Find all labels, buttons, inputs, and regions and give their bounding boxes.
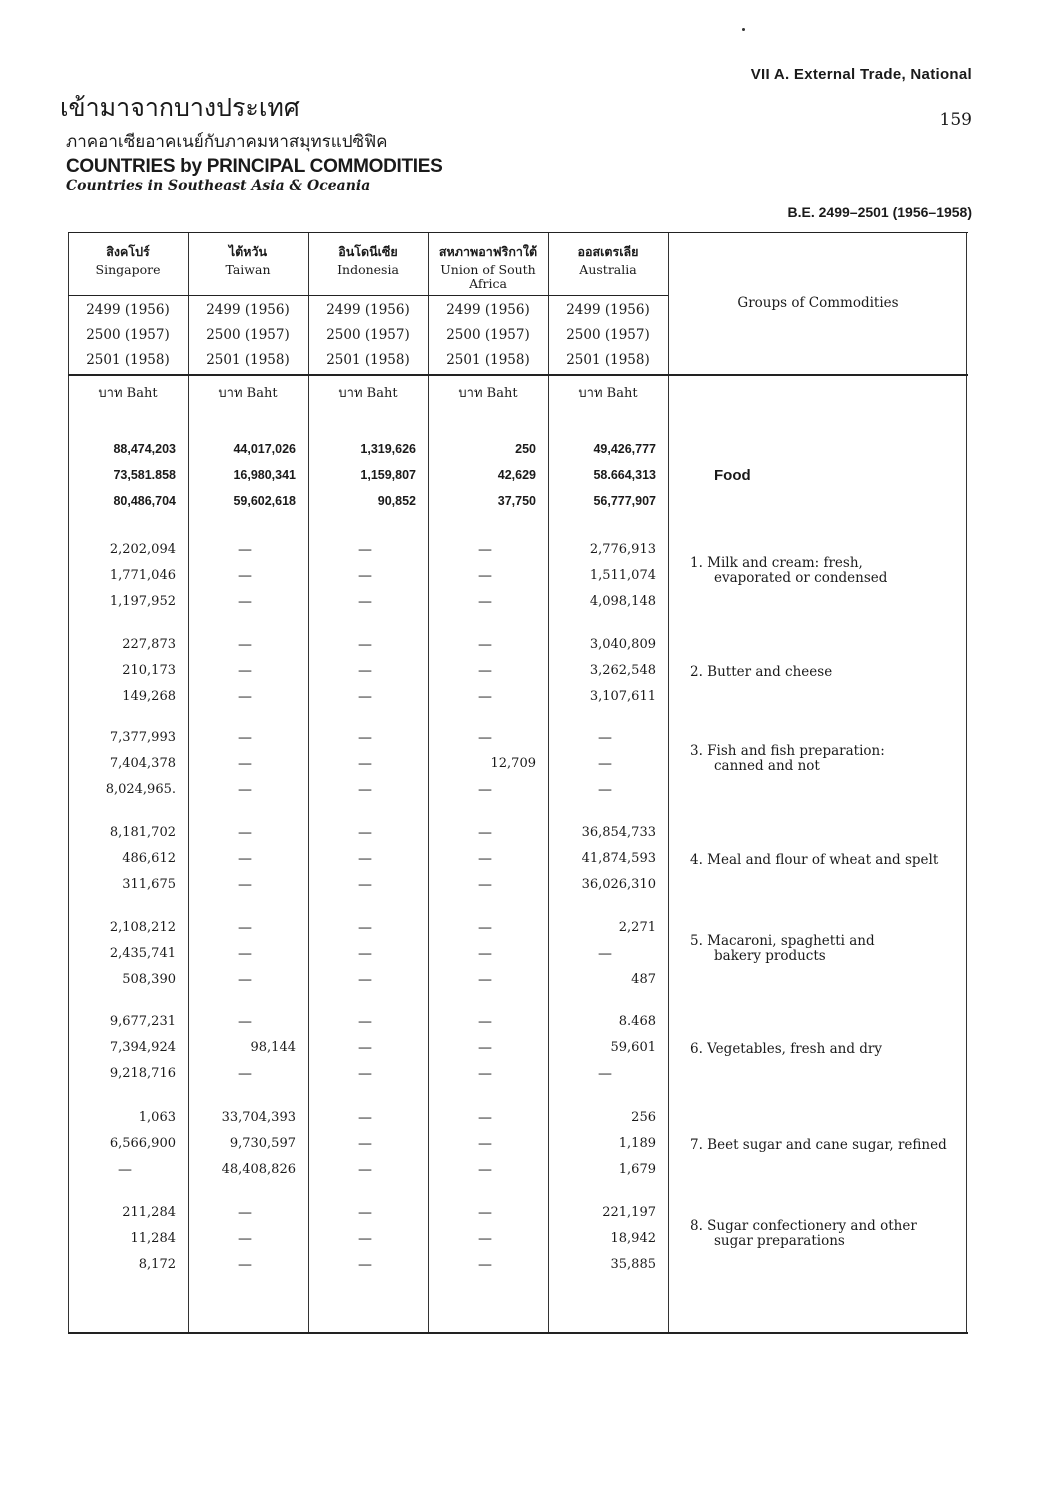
empty-dash: — [238, 756, 252, 772]
empty-dash: — [238, 825, 252, 841]
value-cell: 9,218,716 [109, 1066, 176, 1081]
title-thai: เข้ามาจากบางประเทศ [60, 93, 300, 122]
value-cell: 211,284 [122, 1205, 176, 1220]
country-name-english-line2: Africa [469, 276, 507, 291]
value-cell: 1,771,046 [109, 568, 176, 583]
value-cell: 58.664,313 [593, 468, 656, 482]
empty-dash: — [478, 1136, 492, 1152]
country-name-thai: สิงคโปร์ [106, 244, 150, 259]
year-label: 2500 (1957) [446, 327, 530, 343]
value-cell: 41,874,593 [581, 851, 656, 866]
value-cell: 3,107,611 [589, 689, 656, 704]
value-cell: 1,679 [618, 1162, 656, 1177]
page-number: 159 [939, 110, 972, 130]
commodity-label: 1. Milk and cream: fresh, [690, 555, 863, 571]
year-label: 2501 (1958) [86, 352, 170, 368]
empty-dash: — [598, 946, 612, 962]
empty-dash: — [478, 1066, 492, 1082]
empty-dash: — [478, 877, 492, 893]
empty-dash: — [358, 663, 372, 679]
empty-dash: — [358, 637, 372, 653]
commodity-label-line2: bakery products [714, 948, 826, 964]
empty-dash: — [478, 1257, 492, 1273]
empty-dash: — [358, 1110, 372, 1126]
value-cell: 59,601 [610, 1040, 656, 1055]
value-cell: 2,435,741 [109, 946, 176, 961]
empty-dash: — [358, 756, 372, 772]
empty-dash: — [238, 1205, 252, 1221]
country-name-thai: ออสเตรเลีย [577, 244, 639, 259]
column-rule [548, 232, 549, 1332]
country-name-thai: อินโดนีเซีย [338, 244, 398, 259]
commodity-label: 7. Beet sugar and cane sugar, refined [690, 1137, 947, 1153]
value-cell: 4,098,148 [589, 594, 656, 609]
empty-dash: — [238, 542, 252, 558]
year-label: 2500 (1957) [326, 327, 410, 343]
empty-dash: — [478, 542, 492, 558]
empty-dash: — [478, 972, 492, 988]
empty-dash: — [358, 1257, 372, 1273]
empty-dash: — [478, 1110, 492, 1126]
empty-dash: — [358, 825, 372, 841]
year-label: 2499 (1956) [566, 302, 650, 318]
country-name-english: Taiwan [225, 262, 271, 277]
value-cell: 1,159,807 [360, 468, 416, 482]
empty-dash: — [238, 972, 252, 988]
empty-dash: — [358, 594, 372, 610]
year-label: 2501 (1958) [326, 352, 410, 368]
value-cell: 508,390 [122, 972, 176, 987]
value-cell: 227,873 [122, 637, 176, 652]
value-cell: 3,262,548 [589, 663, 656, 678]
column-rule [68, 232, 69, 1332]
value-cell: 36,854,733 [581, 825, 656, 840]
empty-dash: — [478, 594, 492, 610]
table-bottom-rule [68, 1332, 968, 1334]
empty-dash: — [478, 568, 492, 584]
year-label: 2499 (1956) [86, 302, 170, 318]
empty-dash: — [238, 877, 252, 893]
empty-dash: — [238, 851, 252, 867]
subtitle-english: Countries in Southeast Asia & Oceania [66, 178, 371, 194]
empty-dash: — [358, 1040, 372, 1056]
country-name-thai: ไต้หวัน [228, 244, 268, 259]
year-label: 2501 (1958) [566, 352, 650, 368]
value-cell: 250 [515, 442, 536, 456]
value-cell: 1,197,952 [109, 594, 176, 609]
header-year-rule [68, 295, 668, 296]
unit-label: บาท Baht [218, 386, 278, 401]
value-cell: 35,885 [610, 1257, 656, 1272]
value-cell: 8,181,702 [109, 825, 176, 840]
commodity-label: 2. Butter and cheese [690, 664, 833, 680]
empty-dash: — [598, 730, 612, 746]
empty-dash: — [478, 851, 492, 867]
empty-dash: — [358, 730, 372, 746]
empty-dash: — [118, 1162, 132, 1178]
value-cell: 90,852 [377, 494, 416, 508]
value-cell: 149,268 [122, 689, 176, 704]
empty-dash: — [478, 946, 492, 962]
value-cell: 33,704,393 [221, 1110, 296, 1125]
country-name-english: Singapore [95, 262, 161, 277]
value-cell: 2,202,094 [109, 542, 176, 557]
empty-dash: — [478, 1205, 492, 1221]
empty-dash: — [598, 1066, 612, 1082]
empty-dash: — [478, 920, 492, 936]
empty-dash: — [358, 1205, 372, 1221]
value-cell: 8,024,965. [105, 782, 176, 797]
empty-dash: — [238, 920, 252, 936]
commodity-label: 4. Meal and flour of wheat and spelt [690, 852, 939, 868]
column-rule [308, 232, 309, 1332]
unit-label: บาท Baht [458, 386, 518, 401]
empty-dash: — [478, 637, 492, 653]
value-cell: 11,284 [130, 1231, 176, 1246]
period-label: B.E. 2499–2501 (1956–1958) [787, 204, 972, 220]
value-cell: 2,776,913 [589, 542, 656, 557]
value-cell: 9,730,597 [229, 1136, 296, 1151]
empty-dash: — [478, 689, 492, 705]
unit-label: บาท Baht [98, 386, 158, 401]
year-label: 2499 (1956) [326, 302, 410, 318]
value-cell: 1,319,626 [360, 442, 416, 456]
empty-dash: — [598, 756, 612, 772]
table-top-rule [68, 232, 968, 233]
empty-dash: — [358, 782, 372, 798]
commodity-label: 5. Macaroni, spaghetti and [690, 933, 875, 949]
value-cell: 2,108,212 [109, 920, 176, 935]
value-cell: 48,408,826 [221, 1162, 296, 1177]
year-label: 2499 (1956) [446, 302, 530, 318]
value-cell: 1,511,074 [589, 568, 656, 583]
empty-dash: — [358, 1014, 372, 1030]
empty-dash: — [358, 1136, 372, 1152]
value-cell: 18,942 [610, 1231, 656, 1246]
title-english: COUNTRIES by PRINCIPAL COMMODITIES [66, 156, 443, 177]
empty-dash: — [478, 663, 492, 679]
header-bottom-rule [68, 374, 968, 376]
value-cell: 2,271 [618, 920, 656, 935]
value-cell: 8.468 [618, 1014, 656, 1029]
empty-dash: — [358, 542, 372, 558]
value-cell: 9,677,231 [109, 1014, 176, 1029]
value-cell: 42,629 [497, 468, 536, 482]
value-cell: 98,144 [250, 1040, 296, 1055]
value-cell: 487 [631, 972, 656, 987]
groups-header: Groups of Commodities [737, 295, 899, 311]
empty-dash: — [358, 972, 372, 988]
commodity-label: 6. Vegetables, fresh and dry [690, 1041, 882, 1057]
column-rule [188, 232, 189, 1332]
empty-dash: — [358, 1231, 372, 1247]
value-cell: 73,581.858 [113, 468, 176, 482]
empty-dash: — [238, 663, 252, 679]
commodity-label-line2: evaporated or condensed [714, 570, 888, 586]
value-cell: 16,980,341 [233, 468, 296, 482]
year-label: 2500 (1957) [566, 327, 650, 343]
empty-dash: — [478, 1162, 492, 1178]
value-cell: 7,404,378 [109, 756, 176, 771]
year-label: 2499 (1956) [206, 302, 290, 318]
value-cell: 7,394,924 [109, 1040, 176, 1055]
empty-dash: — [238, 1231, 252, 1247]
value-cell: 210,173 [122, 663, 176, 678]
value-cell: 3,040,809 [589, 637, 656, 652]
empty-dash: — [478, 1040, 492, 1056]
country-name-english: Union of South [440, 262, 536, 277]
year-label: 2501 (1958) [446, 352, 530, 368]
value-cell: 256 [631, 1110, 656, 1125]
value-cell: 311,675 [122, 877, 176, 892]
subtitle-thai: ภาคอาเซียอาคเนย์กับภาคมหาสมุทรแปซิฟิค [66, 132, 388, 152]
empty-dash: — [358, 689, 372, 705]
value-cell: 221,197 [602, 1205, 656, 1220]
value-cell: 80,486,704 [113, 494, 176, 508]
empty-dash: — [358, 1162, 372, 1178]
empty-dash: — [238, 637, 252, 653]
empty-dash: — [358, 946, 372, 962]
country-name-thai: สหภาพอาฟริกาใต้ [438, 244, 538, 259]
empty-dash: — [238, 782, 252, 798]
empty-dash: — [358, 851, 372, 867]
column-rule [668, 232, 669, 1332]
table-right-rule [966, 232, 967, 1332]
speck-dot [742, 28, 745, 31]
country-name-english: Indonesia [337, 262, 399, 277]
value-cell: 8,172 [138, 1257, 176, 1272]
column-rule [428, 232, 429, 1332]
empty-dash: — [238, 1014, 252, 1030]
empty-dash: — [238, 689, 252, 705]
commodities-table [68, 232, 968, 1334]
value-cell: 37,750 [497, 494, 536, 508]
empty-dash: — [478, 730, 492, 746]
empty-dash: — [598, 782, 612, 798]
year-label: 2501 (1958) [206, 352, 290, 368]
unit-label: บาท Baht [578, 386, 638, 401]
commodity-label: 8. Sugar confectionery and other [690, 1218, 917, 1234]
value-cell: 1,189 [618, 1136, 656, 1151]
unit-label: บาท Baht [338, 386, 398, 401]
value-cell: 56,777,907 [593, 494, 656, 508]
commodity-label-line2: sugar preparations [714, 1233, 845, 1249]
empty-dash: — [358, 568, 372, 584]
year-label: 2500 (1957) [86, 327, 170, 343]
commodity-label-line2: canned and not [714, 758, 820, 774]
empty-dash: — [478, 1014, 492, 1030]
group-label-food: Food [714, 467, 751, 484]
value-cell: 88,474,203 [113, 442, 176, 456]
empty-dash: — [358, 1066, 372, 1082]
empty-dash: — [238, 1066, 252, 1082]
value-cell: 44,017,026 [233, 442, 296, 456]
value-cell: 36,026,310 [581, 877, 656, 892]
empty-dash: — [238, 946, 252, 962]
value-cell: 59,602,618 [233, 494, 296, 508]
value-cell: 49,426,777 [593, 442, 656, 456]
value-cell: 486,612 [122, 851, 176, 866]
empty-dash: — [478, 825, 492, 841]
empty-dash: — [238, 594, 252, 610]
empty-dash: — [238, 568, 252, 584]
commodity-label: 3. Fish and fish preparation: [690, 743, 885, 759]
empty-dash: — [358, 877, 372, 893]
country-name-english: Australia [579, 262, 637, 277]
section-title: VII A. External Trade, National [750, 66, 972, 83]
empty-dash: — [478, 782, 492, 798]
value-cell: 6,566,900 [109, 1136, 176, 1151]
value-cell: 12,709 [490, 756, 536, 771]
empty-dash: — [238, 1257, 252, 1273]
value-cell: 7,377,993 [109, 730, 176, 745]
empty-dash: — [238, 730, 252, 746]
year-label: 2500 (1957) [206, 327, 290, 343]
empty-dash: — [358, 920, 372, 936]
value-cell: 1,063 [138, 1110, 176, 1125]
empty-dash: — [478, 1231, 492, 1247]
